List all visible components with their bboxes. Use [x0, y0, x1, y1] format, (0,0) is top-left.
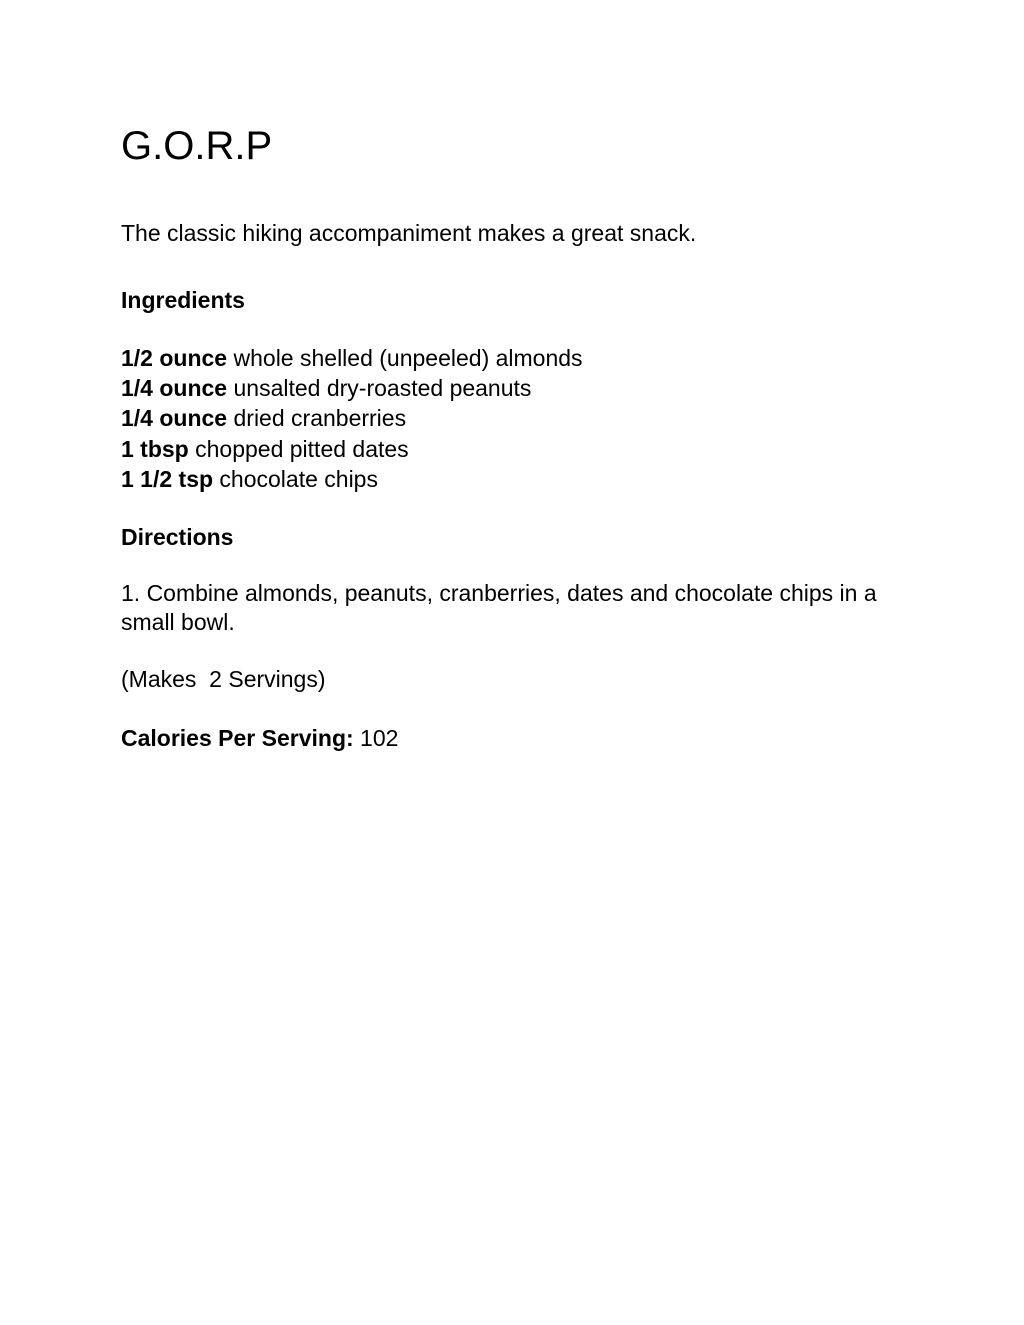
ingredient-quantity: 1 1/2 tsp — [121, 465, 214, 492]
ingredient-quantity: 1/4 ounce — [121, 375, 228, 402]
directions-heading: Directions — [121, 524, 234, 550]
ingredients-heading: Ingredients — [121, 287, 245, 313]
direction-step: 1. Combine almonds, peanuts, cranberries, dates and chocolate chips in a small bowl. — [121, 580, 877, 635]
recipe-title: G.O.R.P — [121, 124, 273, 168]
ingredient-quantity: 1 tbsp — [121, 435, 189, 462]
calories-label: Calories Per Serving: — [121, 725, 354, 751]
ingredient-quantity: 1/2 ounce — [121, 345, 228, 371]
ingredient-item — [121, 434, 583, 464]
recipe-description: The classic hiking accompaniment makes a great snack. — [121, 220, 697, 246]
ingredient-quantity: 1/4 ounce — [121, 405, 228, 432]
ingredient-item — [121, 403, 583, 433]
ingredient-name: whole shelled (unpeeled) almonds — [227, 345, 583, 371]
ingredients-list — [121, 343, 583, 494]
calories-per-serving — [121, 723, 398, 753]
ingredient-item — [121, 464, 583, 494]
ingredient-name: dried cranberries — [227, 405, 407, 432]
servings-note: (Makes 2 Servings) — [121, 666, 326, 692]
ingredient-name: unsalted dry-roasted peanuts — [227, 375, 532, 402]
ingredient-name: chocolate chips — [213, 465, 378, 492]
calories-value: 102 — [353, 725, 399, 751]
ingredient-item — [121, 343, 583, 373]
ingredient-item — [121, 373, 583, 403]
ingredient-name: chopped pitted dates — [188, 435, 409, 462]
